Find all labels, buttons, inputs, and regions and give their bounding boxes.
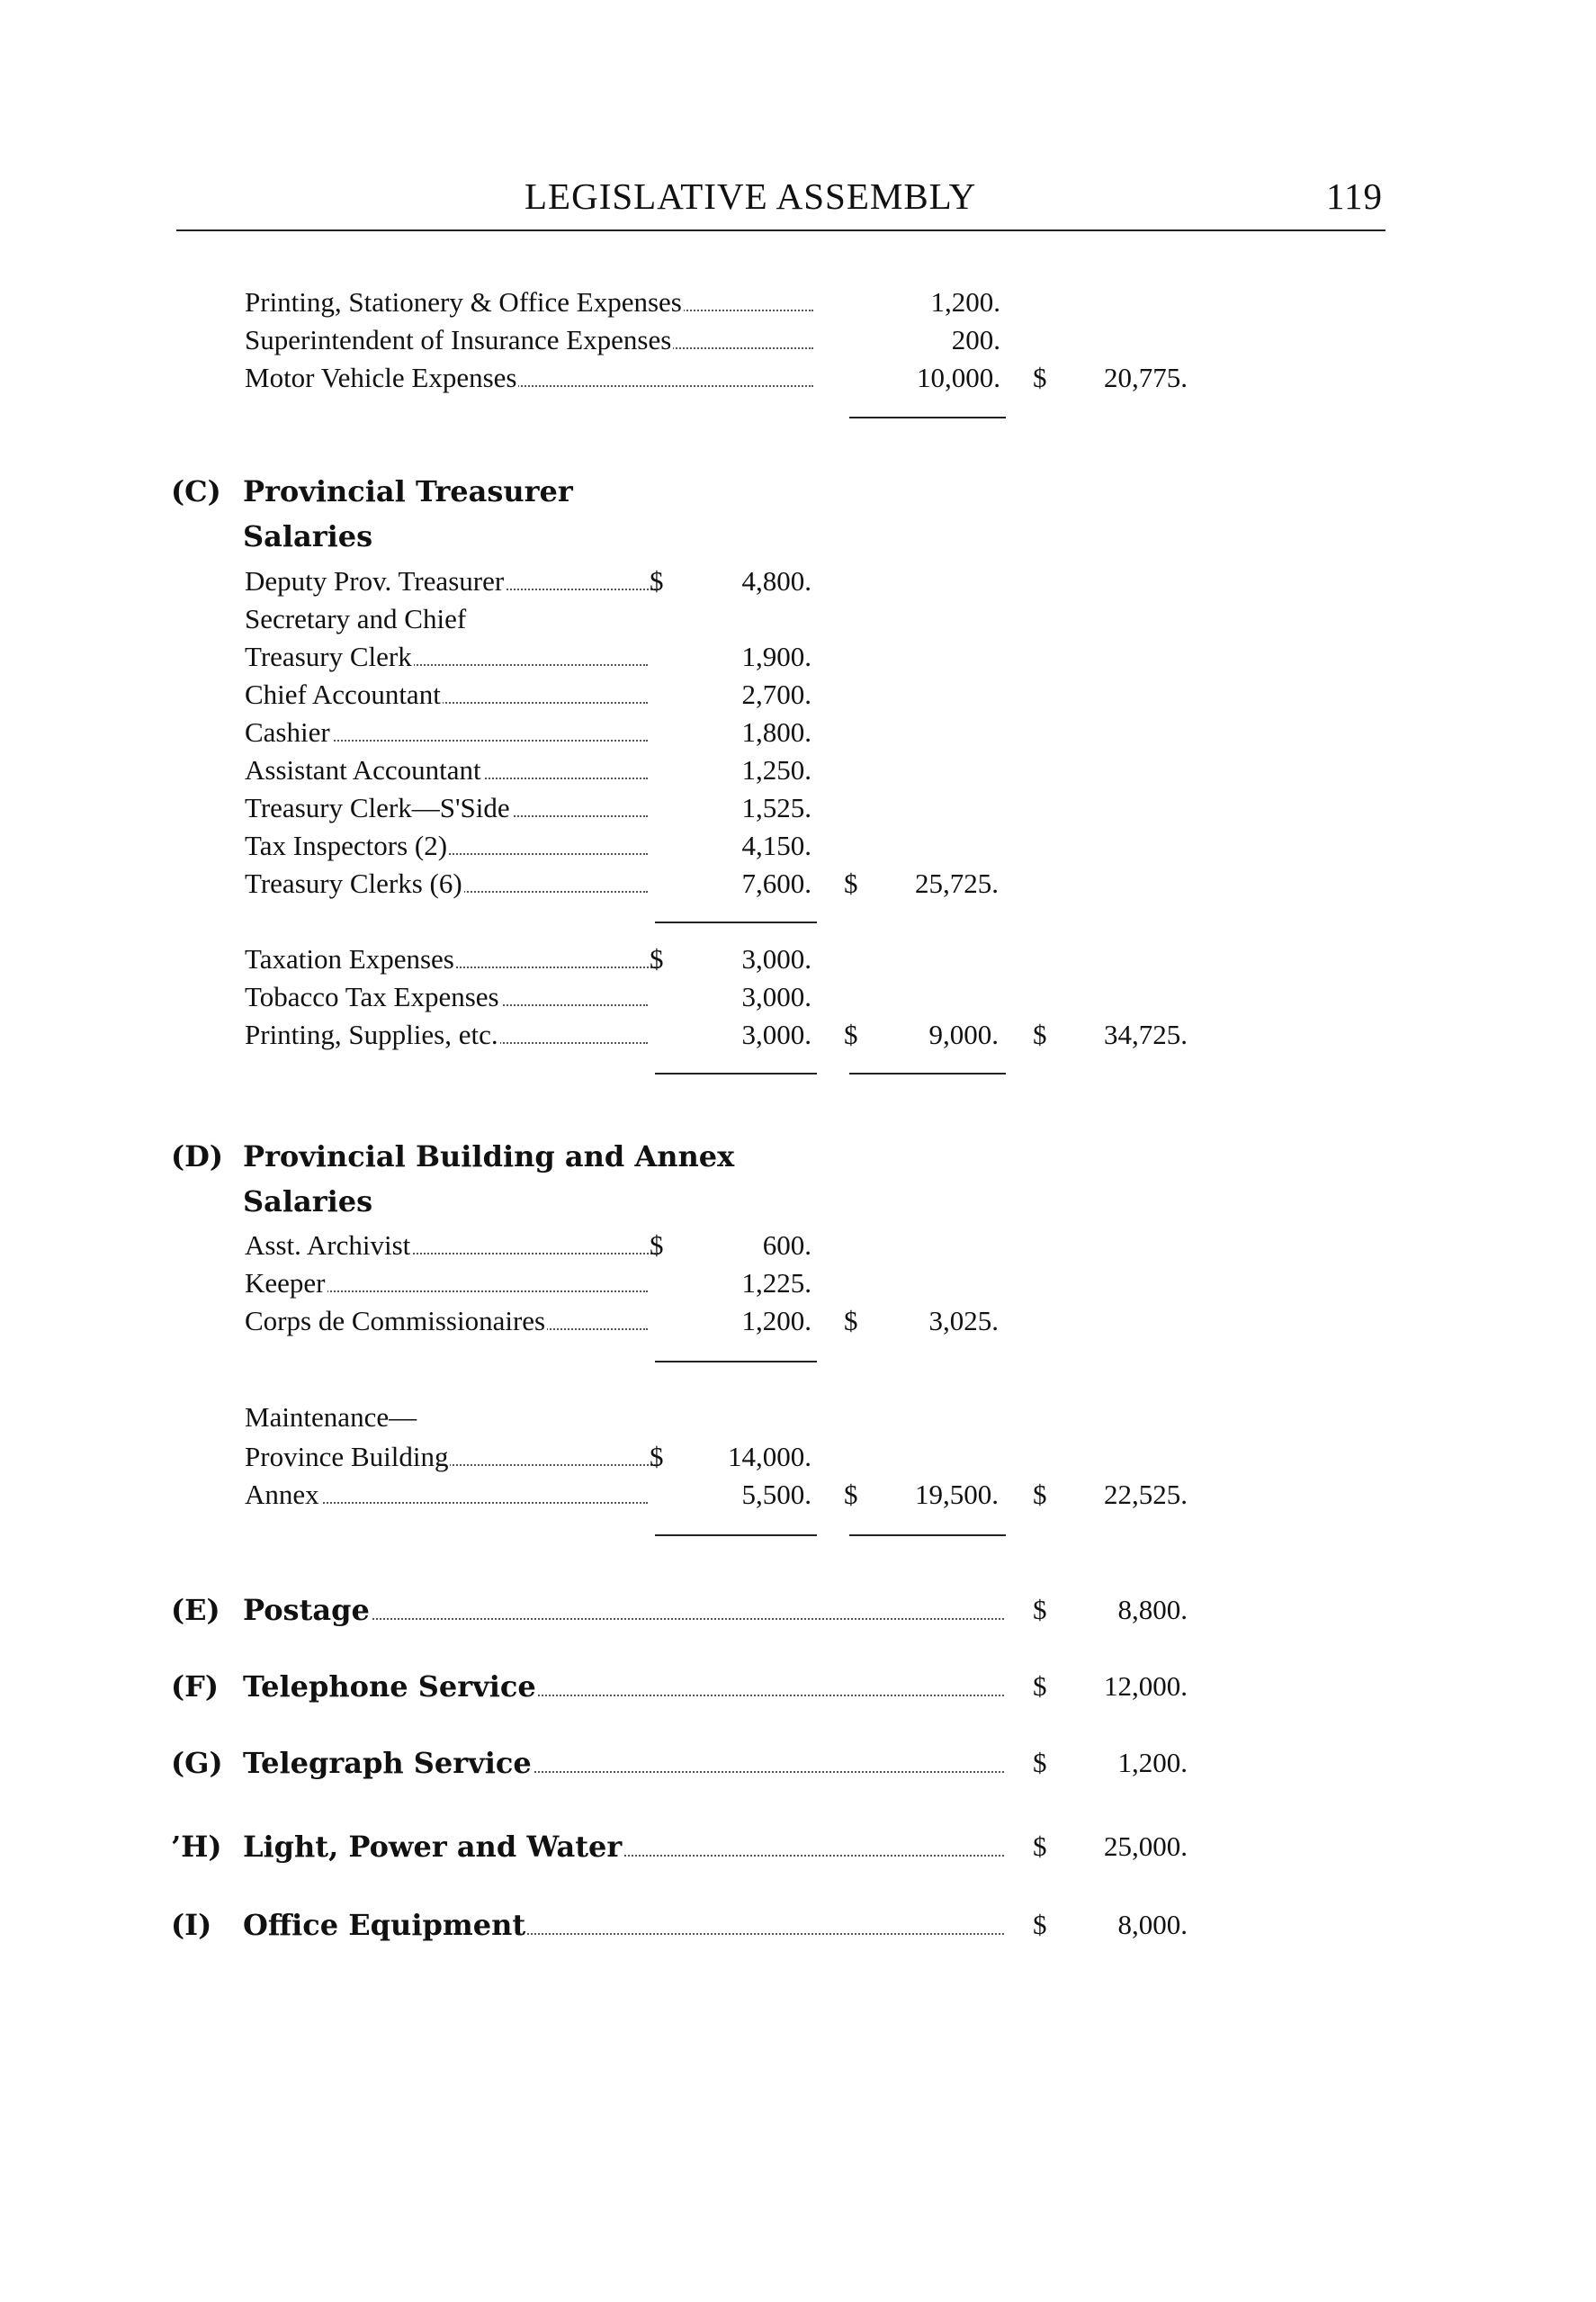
dollar-sign: $ (844, 1305, 858, 1336)
single-item-label: Telegraph Service (243, 1746, 1004, 1780)
total-rule (849, 1534, 1006, 1536)
section-letter: ’H) (171, 1830, 222, 1864)
subtotal-amount: 3,025. (928, 1305, 999, 1336)
section-total: 20,775. (1104, 362, 1188, 393)
salary-amount: 1,250. (741, 754, 811, 786)
salary-amount: 1,900. (741, 641, 811, 672)
dollar-sign: $ (1033, 1670, 1047, 1702)
section-letter: (F) (171, 1669, 219, 1704)
single-item-amount: 12,000. (1104, 1670, 1188, 1702)
salary-amount: 4,150. (741, 830, 811, 861)
maintenance-heading: Maintenance— (245, 1401, 417, 1433)
salary-label: Treasury Clerks (6) (245, 868, 648, 900)
salary-label: Deputy Prov. Treasurer (245, 565, 659, 598)
line-item-label: Motor Vehicle Expenses (245, 362, 813, 394)
salary-amount: 7,600. (741, 868, 811, 899)
section-letter: (C) (171, 474, 221, 508)
subtotal-amount: 25,725. (915, 868, 999, 899)
salary-label: Asst. Archivist (245, 1229, 659, 1262)
single-item-amount: 25,000. (1104, 1830, 1188, 1862)
dollar-sign: $ (650, 565, 664, 597)
salary-amount: 1,225. (741, 1267, 811, 1299)
expense-amount: 3,000. (741, 1019, 811, 1050)
expense-amount: 3,000. (741, 943, 811, 975)
single-item-label: Office Equipment (243, 1908, 1004, 1942)
salary-label: Secretary and Chief (245, 603, 467, 634)
line-item-label: Superintendent of Insurance Expenses (245, 324, 813, 356)
salary-label: Cashier (245, 716, 648, 749)
dollar-sign: $ (1033, 1909, 1047, 1940)
salary-amount: 1,200. (741, 1305, 811, 1336)
total-rule (849, 417, 1006, 418)
dollar-sign: $ (844, 1019, 858, 1050)
maintenance-amount: 5,500. (741, 1479, 811, 1510)
line-item-label: Printing, Stationery & Office Expenses (245, 286, 813, 319)
salary-amount: 600. (762, 1229, 811, 1261)
single-item-amount: 1,200. (1117, 1747, 1188, 1778)
section-letter: (I) (171, 1908, 212, 1942)
expense-label: Printing, Supplies, etc. (245, 1019, 648, 1051)
section-subtitle: Salaries (243, 519, 373, 553)
expense-label: Tobacco Tax Expenses (245, 981, 648, 1013)
dollar-sign: $ (844, 1479, 858, 1510)
line-item-amount: 10,000. (917, 362, 1000, 393)
salary-label: Tax Inspectors (2) (245, 830, 648, 862)
single-item-amount: 8,800. (1117, 1594, 1188, 1625)
running-head-title: LEGISLATIVE ASSEMBLY (525, 175, 977, 217)
dollar-sign: $ (650, 943, 664, 975)
section-total: 22,525. (1104, 1479, 1188, 1510)
salary-amount: 2,700. (741, 679, 811, 710)
dollar-sign: $ (1033, 1019, 1047, 1050)
section-title: Provincial Treasurer (243, 474, 573, 508)
subtotal-rule (655, 1534, 817, 1536)
total-rule (849, 1073, 1006, 1075)
dollar-sign: $ (650, 1229, 664, 1261)
section-letter: (G) (171, 1746, 223, 1780)
dollar-sign: $ (1033, 1479, 1047, 1510)
salary-label: Assistant Accountant (245, 754, 648, 787)
single-item-label: Light, Power and Water (243, 1830, 1004, 1864)
expense-label: Taxation Expenses (245, 943, 659, 976)
maintenance-label: Annex (245, 1479, 648, 1511)
dollar-sign: $ (1033, 1594, 1047, 1625)
subtotal-rule (655, 922, 817, 923)
section-subtitle: Salaries (243, 1184, 373, 1218)
header-rule (176, 229, 1385, 231)
dollar-sign: $ (1033, 1747, 1047, 1778)
salary-label: Corps de Commissionaires (245, 1305, 648, 1337)
salary-label: Treasury Clerk—S'Side (245, 792, 648, 824)
line-item-amount: 200. (951, 324, 1000, 355)
single-item-label: Postage (243, 1593, 1004, 1627)
salary-label: Chief Accountant (245, 679, 648, 711)
dollar-sign: $ (1033, 362, 1047, 393)
salary-label: Keeper (245, 1267, 648, 1299)
dollar-sign: $ (650, 1441, 664, 1472)
maintenance-label: Province Building (245, 1441, 659, 1473)
single-item-label: Telephone Service (243, 1669, 1004, 1704)
salary-amount: 1,525. (741, 792, 811, 823)
salary-amount: 1,800. (741, 716, 811, 748)
section-title: Provincial Building and Annex (243, 1139, 735, 1173)
subtotal-amount: 9,000. (928, 1019, 999, 1050)
subtotal-rule (655, 1361, 817, 1362)
dollar-sign: $ (1033, 1830, 1047, 1862)
dollar-sign: $ (844, 868, 858, 899)
section-total: 34,725. (1104, 1019, 1188, 1050)
salary-label: Treasury Clerk (245, 641, 648, 673)
expense-amount: 3,000. (741, 981, 811, 1012)
section-letter: (E) (171, 1593, 220, 1627)
subtotal-rule (655, 1073, 817, 1075)
line-item-amount: 1,200. (930, 286, 1000, 318)
section-letter: (D) (171, 1139, 224, 1173)
single-item-amount: 8,000. (1117, 1909, 1188, 1940)
maintenance-amount: 14,000. (728, 1441, 811, 1472)
salary-amount: 4,800. (741, 565, 811, 597)
page-number: 119 (1326, 175, 1383, 217)
subtotal-amount: 19,500. (915, 1479, 999, 1510)
